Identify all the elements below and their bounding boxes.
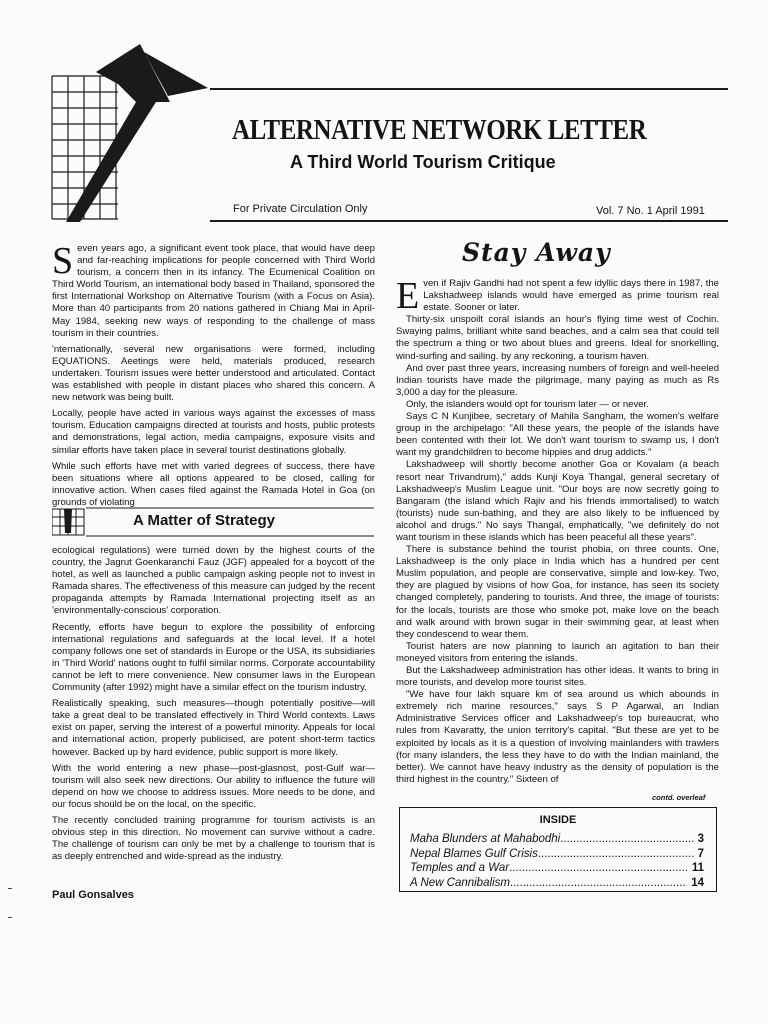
left-paragraph-8: With the world entering a new phase—post-glasnost, post-Gulf war—tourism will also seek new directions. Our ability to influence the future will depend on how we choose to address issues. More needs to be done, and our focus should be on the local, on the specific. [52, 762, 375, 810]
masthead-bottom-rule [210, 220, 728, 222]
right-paragraph-4: Only, the islanders would opt for tourism later — or never. [406, 398, 649, 410]
right-column [396, 275, 719, 786]
inside-heading: INSIDE [539, 814, 577, 826]
contents-item-page: 14 [691, 876, 704, 889]
left-paragraph-4: While such efforts have met with varied degrees of success, there have been situations where all options appeared to be closed, calling for innovative action. When cases filed against the Ramada Hotel in Goa (on grounds of violating [52, 460, 375, 508]
strategy-heading: A Matter of Strategy [133, 512, 275, 529]
issue-info: Vol. 7 No. 1 April 1991 [596, 205, 705, 217]
right-paragraph-10: "We have four lakh square km of sea around us which abounds in extremely rich marine resources," says S P Agarwal, an Indian Administrative Services officer and Lakshadweep's top bureaucrat, who rules from Kavaratty, the union territory's capital. "But these are yet to be exploited by locals as it is a question of involving mainlanders with trawlers (for many islanders, the less they have to do with the Indian mainland, the better). We cannot have heavy industry as the density of population is the third highest in the country." Sixteen of [396, 689, 719, 785]
left-paragraph-3: Locally, people have acted in various ways against the excesses of mass tourism. Education campaigns directed at tourists and hosts, public protests and demonstrations, legal action, media campaigns, exposure visits and similar efforts have taken place in several tourist destinations globally. [52, 408, 375, 456]
left-paragraph-1: even years ago, a significant event took place, that would have deep and far-reaching implications for people concerned with Third World tourism, a concern then in its infancy. The Ecumenical Coalition on Third World Tourism, an international body based in Thailand, sponsored the first International Workshop on Alternative Tourism (with a Focus on Asia). More than 40 participants from 20 nations gathered in Chiang Mai in April-May 1984, seeking new ways of responding to the challenge of mass tourism in their countries. [52, 243, 375, 339]
contents-item-page: 3 [697, 833, 704, 845]
contents-item-title: A New Cannibalism [410, 876, 510, 889]
continued-overleaf: contd. overleaf [652, 793, 706, 802]
contents-item-page: 11 [691, 862, 704, 874]
left-paragraph-2: 'nternationally, several new organisations were formed, including EQUATIONS. Aeetings were held, materials produced, research undertaken. Tourism issues were better understood and articulated. Contact was established with people in distant places who shared this concern. A new network was being built. [52, 343, 375, 404]
contents-item[interactable] [410, 876, 704, 891]
contents-item-page: 7 [697, 847, 704, 860]
right-paragraph-1: ven if Rajiv Gandhi had not spent a few idyllic days there in 1987, the Lakshadweep islands would have emerged as prime tourism real estate. Sooner or later. [423, 278, 719, 314]
contents-item[interactable] [410, 847, 704, 862]
contents-item-title: Nepal Blames Gulf Crisis [410, 847, 538, 860]
left-column-bottom [52, 545, 375, 867]
left-paragraph-9: The recently concluded training programme for tourism activists is an obvious step in this direction. No movement can survive without a cadre. The challenge of tourism can only be met by a challenge to tourism that is as deeply entrenched and wide-spread as the industry. [52, 814, 375, 863]
margin-mark [8, 888, 12, 889]
right-paragraph-2: Thirty-six unspoilt coral islands an hour's flying time west of Cochin. Swaying palms, brilliant white sand beaches, and a calm sea that could tell the spectrum a thing or two about blues and greens. Ideal for snorkelling, wind-surfing and sailing. by any reckoning, a tourism haven. [396, 314, 719, 362]
newsletter-title: ALTERNATIVE NETWORK LETTER [232, 114, 647, 146]
author-name: Paul Gonsalves [52, 889, 134, 901]
right-dropcap: E [396, 275, 420, 317]
contents-item-title: Maha Blunders at Mahabodhi [410, 833, 561, 845]
inside-contents-box [399, 807, 717, 892]
stay-away-headline: Stay Away [462, 238, 611, 267]
contents-item-title: Temples and a War [410, 862, 510, 874]
masthead-top-rule [210, 88, 728, 90]
left-paragraph-6: Recently, efforts have begun to explore the possibility of enforcing international regulations and safeguards at the local level. If a hotel company follows one set of standards in Europe or the USA, its subsidiaries in 'Third World' nations ought to fulfil similar norms. Corporate accountability cannot be left to mere convenience. New consumer laws in the European Community (after 1992) might have a similar effect on the tourism industry. [52, 621, 375, 694]
circulation-note: For Private Circulation Only [233, 203, 368, 215]
right-paragraph-5: Says C N Kunjibee, secretary of Mahila Sangham, the women's welfare group in the archipelago: "All these years, the people of the islands have been contented with their lot. We don't want tourism to swamp us, I don't want my grandchildren to become hippies and drug addicts." [396, 411, 719, 459]
left-dropcap: S [52, 240, 74, 282]
margin-mark [8, 917, 12, 918]
right-paragraph-6: Lakshadweep will shortly become another Goa or Kovalam (a beach resort near Trivandrum)," adds Kunji Koya Thangal, general secretary of Lakshadweep's Muslim League unit. "Our boys are now secretly going to Bangaram (the island which Rajiv and his friends immortalised) to watch (tourists) nude sun-bathing, and they are also likely to be influenced by alcohol and drugs." No says Thangal, emphatically, "we definitely do not want tourism in these islands which has been peaceful all these years". [396, 459, 719, 543]
right-paragraph-9: But the Lakshadweep administration has other ideas. It wants to bring in more tourists, and develop more tourist sites. [396, 665, 719, 689]
right-paragraph-7: There is substance behind the tourist phobia, on three counts. One, Lakshadweep is the only place in India which has a hundred per cent Muslim population, and people are conservative, simple and low-key. Two, they are plagued by visions of how Goa, for instance, has seen its society changed completely, pandering to tourists. And three, the image of tourists: for the locals, tourists are those who smoke pot, make love on the beach and walk around with brown sugar in their swimming gear, at least when they condescend to wear them. [396, 544, 719, 640]
contents-item[interactable] [410, 832, 704, 847]
left-paragraph-5: ecological regulations) were turned down by the highest courts of the country, the Jagrut Goenkaranchi Fauz (JGF) appealed for a boycott of the hotel, as well as launched a public campaign asking people not to invest in Ramada shares. The effectiveness of this measure can judged by the recent propaganda attempts by Ramada International projecting itself as an 'environmentally-conscious' corporation. [52, 545, 375, 617]
newsletter-logo [48, 44, 228, 234]
right-paragraph-8: Tourist haters are now planning to launch an agitation to ban their moneyed visitors from entering the islands. [396, 640, 719, 664]
newsletter-subtitle: A Third World Tourism Critique [290, 152, 556, 172]
left-paragraph-7: Realistically speaking, such measures—though potentially positive—will take a great deal to be translated effectively in Third World contexts. Laws exist on paper, serving the interest of a powerful minority. Appeals for local and international action, properly publicised, are potent short-term tactics however. Backed up by hard evidence, public support is more likely. [52, 698, 375, 758]
contents-list [410, 832, 704, 890]
left-column-top [52, 240, 375, 513]
right-paragraph-3: And over past three years, increasing numbers of foreign and well-heeled Indian tourists have made the pilgrimage, many paying as much as Rs 3,000 a day for the pleasure. [396, 362, 719, 398]
contents-item[interactable] [410, 861, 704, 876]
